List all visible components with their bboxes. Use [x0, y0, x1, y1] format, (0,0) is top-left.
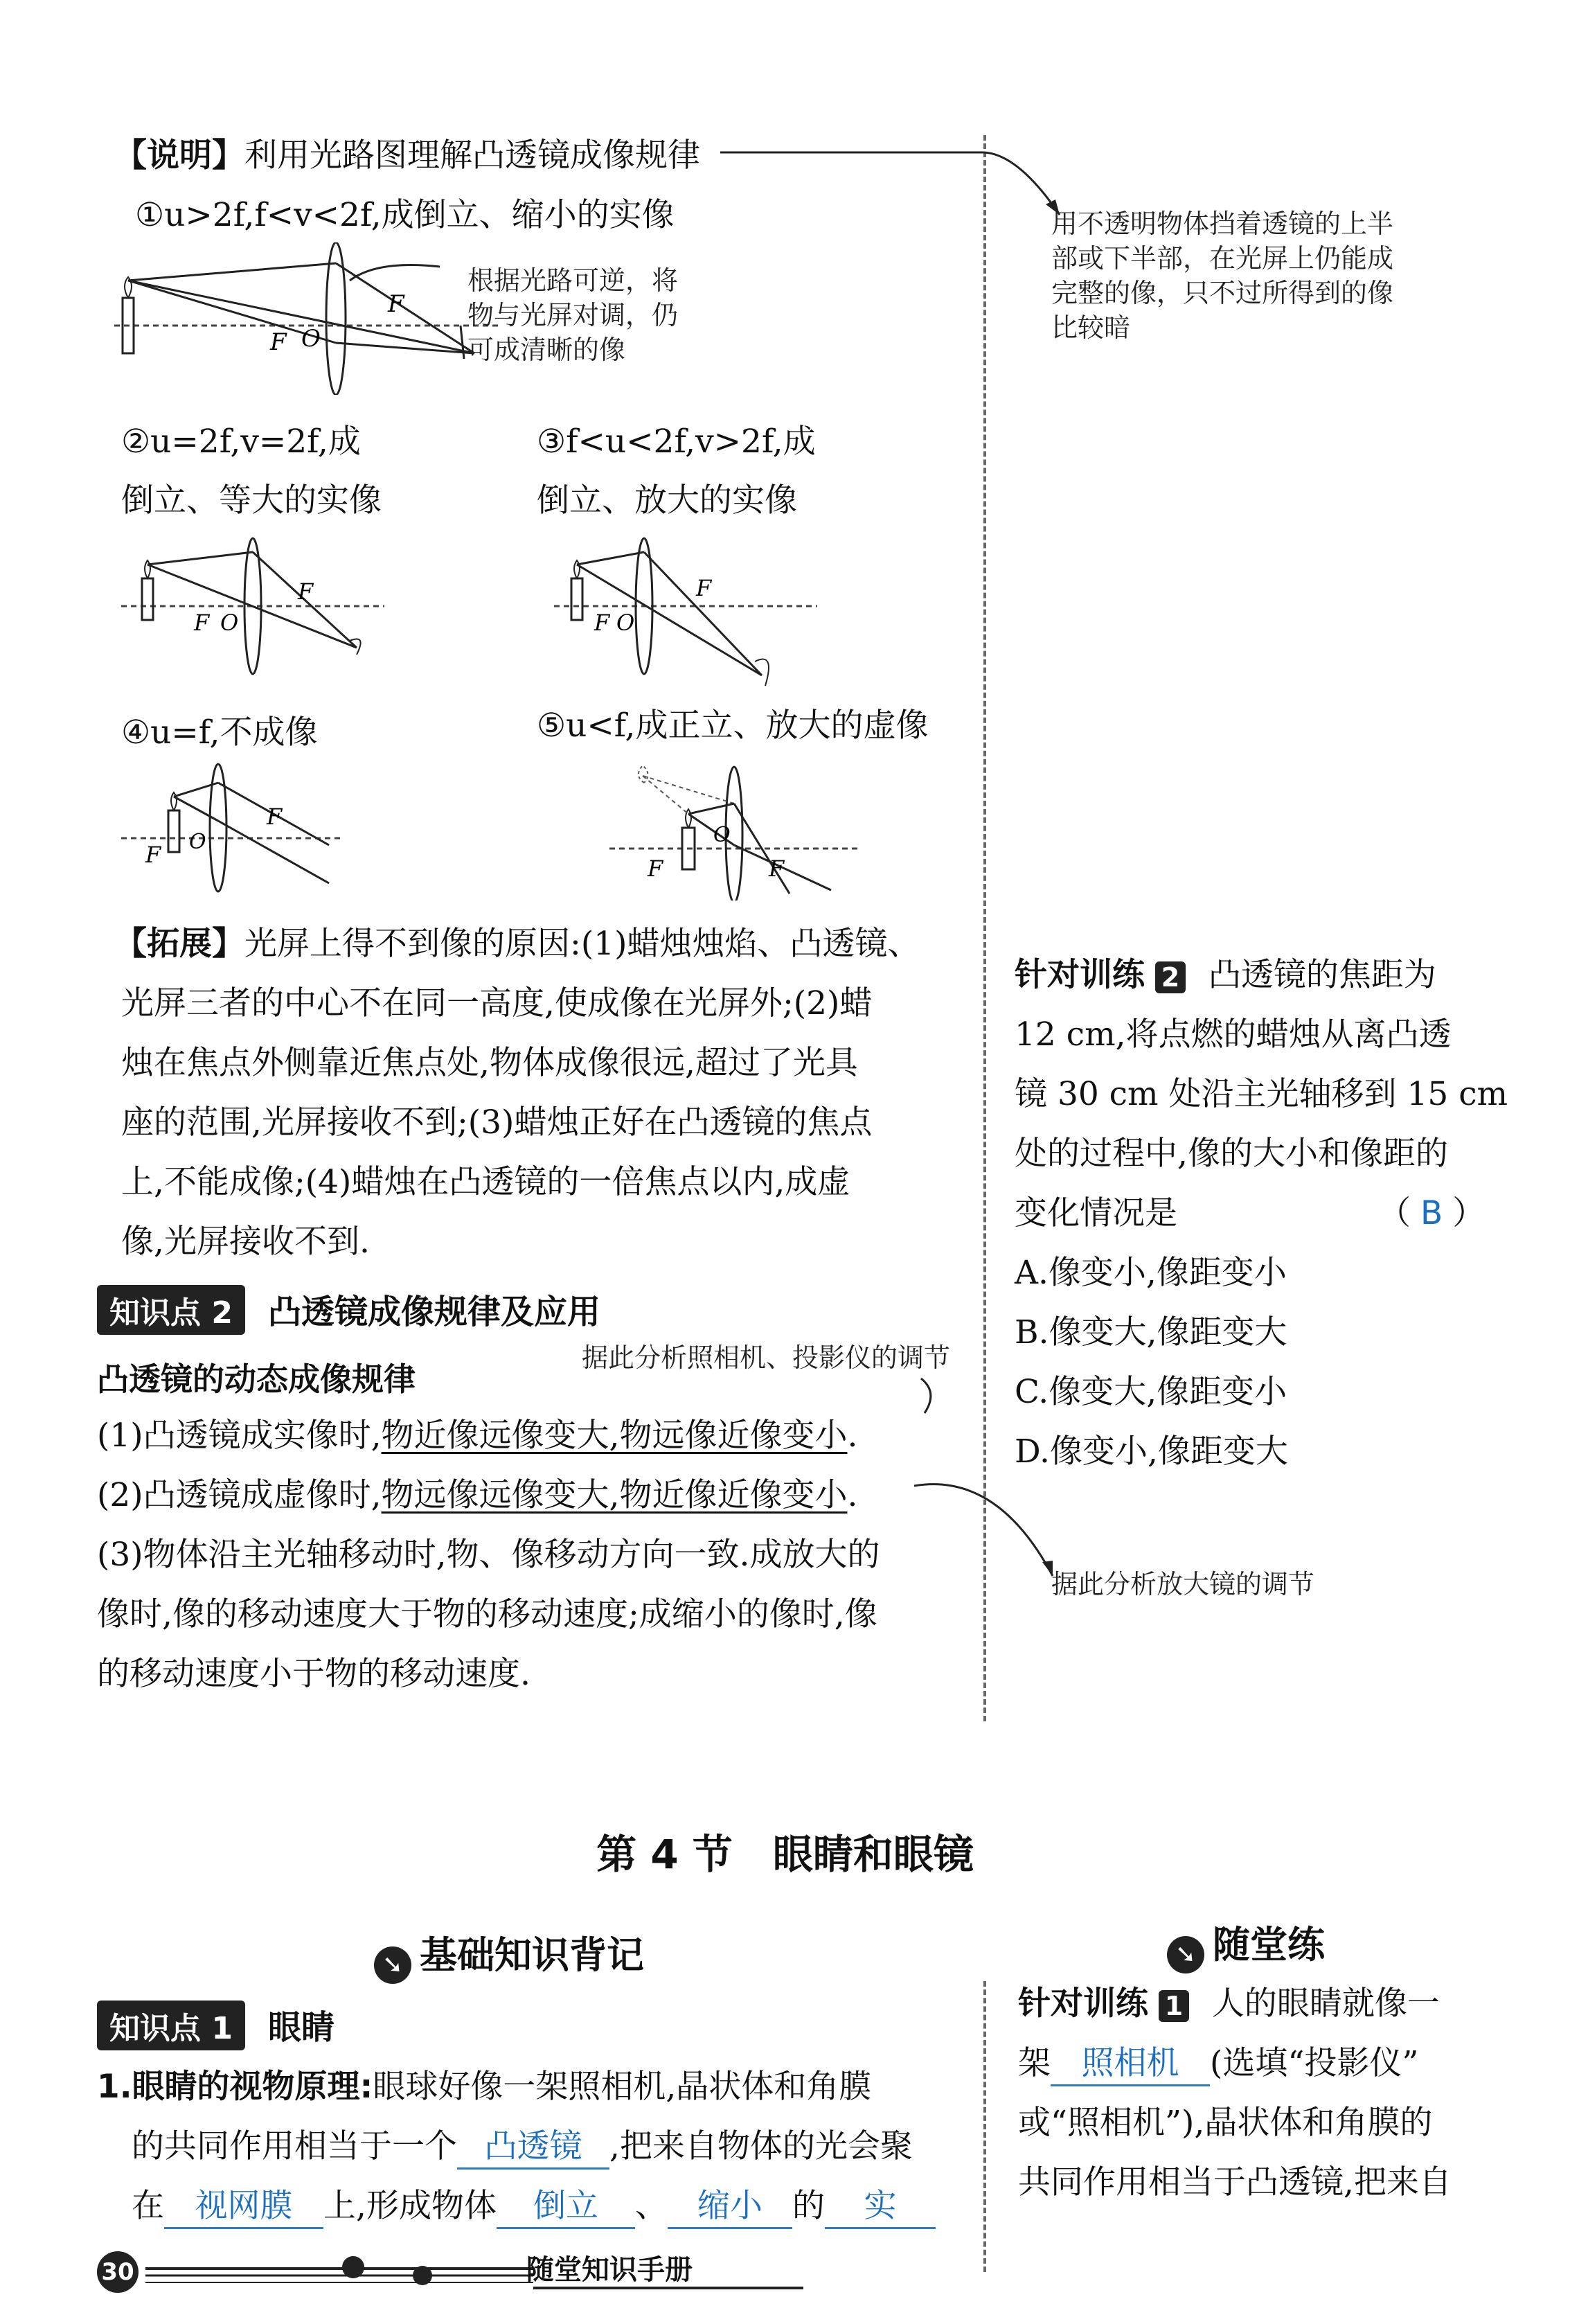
label-F: F	[696, 575, 712, 601]
kp2-l2-end: .	[847, 1476, 858, 1514]
train2-option-d: D.像变小,像距变大	[1015, 1432, 1288, 1471]
train1-line-2	[1018, 2034, 1418, 2093]
right-note-line: 完整的像，只不过所得到的像	[1051, 278, 1394, 308]
item1-number: 1.	[97, 2068, 132, 2106]
case5-text: ⑤u<f,成正立、放大的虚像	[537, 707, 929, 745]
label-O: O	[713, 823, 731, 847]
diagram-case2	[121, 537, 384, 675]
train1-text: 架	[1018, 2044, 1051, 2082]
case2-line2: 倒立、等大的实像	[121, 481, 382, 520]
hand-note-1-arrow	[914, 1375, 942, 1417]
hand-note-2-arrow	[914, 1472, 1073, 1583]
right-head-text: 随堂练	[1213, 1923, 1325, 1967]
paren-close: ）	[1452, 1194, 1486, 1232]
expand-text: 光屏上得不到像的原因:(1)蜡烛烛焰、凸透镜、	[244, 925, 920, 963]
note-label: 【说明】	[114, 136, 244, 175]
train1-line-4: 共同作用相当于凸透镜,把来自	[1018, 2163, 1452, 2201]
arrow-circle-icon: ➘	[1167, 1936, 1204, 1973]
blank-convex-lens[interactable]: 凸透镜	[457, 2126, 609, 2170]
train2-line-1	[1015, 946, 1436, 1005]
right-note	[1051, 206, 1393, 345]
blank-retina[interactable]: 视网膜	[164, 2185, 323, 2229]
diagram-case4	[121, 762, 343, 894]
page-number: 30	[97, 2251, 139, 2293]
kp2-tag: 知识点 2	[97, 1285, 245, 1335]
train2-line-4: 处的过程中,像的大小和像距的	[1015, 1135, 1448, 1173]
item1-text: 的	[792, 2187, 825, 2225]
kp2-l2-underlined: 物远像远像变大,物近像近像变小	[381, 1476, 848, 1514]
expand-line-2: 光屏三者的中心不在同一高度,使成像在光屏外;(2)蜡	[121, 984, 873, 1022]
case2-line1: ②u=2f,v=2f,成	[121, 423, 361, 461]
hand-note-2: 据此分析放大镜的调节	[1051, 1569, 1315, 1599]
train1-text: (选填“投影仪”	[1210, 2044, 1419, 2082]
item1-text: 眼球好像一架照相机,晶状体和角膜	[373, 2068, 872, 2106]
item1-line-3	[132, 2176, 936, 2236]
note-text: 利用光路图理解凸透镜成像规律	[244, 136, 700, 175]
label-F: F	[388, 290, 404, 318]
train2-option-b: B.像变大,像距变大	[1015, 1313, 1287, 1351]
side-note-line: 根据光路可逆，将	[467, 265, 679, 296]
side-note-line: 可成清晰的像	[467, 335, 626, 365]
note-line	[114, 126, 700, 186]
label-F: F	[267, 804, 283, 830]
column-divider-bottom	[983, 1981, 986, 2272]
kp2-title: 凸透镜成像规律及应用	[268, 1293, 601, 1331]
kp1-header	[97, 2001, 334, 2050]
book-title: 随堂知识手册	[526, 2254, 693, 2286]
kp2-line-2	[97, 1466, 857, 1525]
left-head	[374, 1926, 644, 1984]
case3-line2: 倒立、放大的实像	[537, 481, 797, 520]
hand-note-1: 据此分析照相机、投影仪的调节	[582, 1342, 951, 1373]
paren-open: （	[1378, 1194, 1411, 1232]
item1-bold: 眼睛的视物原理:	[132, 2068, 373, 2106]
train2-option-a: A.像变小,像距变小	[1015, 1254, 1287, 1292]
train2-answer-paren	[1378, 1184, 1485, 1243]
train1-label: 针对训练	[1018, 1985, 1148, 2023]
kp2-l1-pre: (1)凸透镜成实像时,	[97, 1417, 382, 1455]
label-F: F	[145, 842, 161, 868]
train2-number: 2	[1155, 961, 1186, 993]
item1-text: 在	[132, 2187, 164, 2225]
blank-reduced[interactable]: 缩小	[668, 2185, 792, 2229]
label-F: F	[594, 610, 610, 636]
right-note-line: 用不透明物体挡着透镜的上半	[1051, 209, 1394, 239]
label-O: O	[189, 830, 206, 854]
separator: 、	[634, 2187, 668, 2225]
train1-line-3: 或“照相机”),晶状体和角膜的	[1018, 2104, 1433, 2142]
train2-label: 针对训练	[1015, 956, 1145, 994]
train2-line-2: 12 cm,将点燃的蜡烛从离凸透	[1015, 1015, 1452, 1054]
kp2-header	[97, 1285, 600, 1335]
label-F: F	[270, 328, 287, 356]
blank-inverted[interactable]: 倒立	[497, 2185, 635, 2229]
train1-number: 1	[1159, 1990, 1189, 2022]
item1-text: ,把来自物体的光会聚	[609, 2127, 913, 2165]
kp2-l1-end: .	[847, 1417, 858, 1455]
label-F: F	[298, 578, 314, 605]
label-F: F	[194, 610, 210, 636]
expand-line-4: 座的范围,光屏接收不到;(3)蜡烛正好在凸透镜的焦点	[121, 1103, 873, 1142]
item1-line-1	[97, 2057, 871, 2117]
right-note-line: 部或下半部，在光屏上仍能成	[1051, 243, 1394, 274]
item1-line-2	[132, 2117, 913, 2176]
diagram-case5	[609, 762, 859, 901]
kp2-line-3a: (3)物体沿主光轴移动时,物、像移动方向一致.成放大的	[97, 1536, 880, 1574]
train2-line-3: 镜 30 cm 处沿主光轴移到 15 cm	[1015, 1075, 1508, 1113]
note-arrow	[720, 139, 1067, 229]
right-head	[1167, 1915, 1325, 1973]
train2-text: 凸透镜的焦距为	[1208, 956, 1436, 994]
kp1-tag: 知识点 1	[97, 2001, 245, 2050]
kp2-subtitle: 凸透镜的动态成像规律	[97, 1360, 416, 1398]
side-note-line: 物与光屏对调，仍	[467, 300, 679, 330]
kp2-line-3b: 像时,像的移动速度大于物的移动速度;成缩小的像时,像	[97, 1595, 877, 1633]
kp1-title: 眼睛	[268, 2008, 335, 2047]
left-head-text: 基础知识背记	[420, 1933, 644, 1977]
expand-line-5: 上,不能成像;(4)蜡烛在凸透镜的一倍焦点以内,成虚	[121, 1163, 850, 1201]
arrow-circle-icon: ➘	[374, 1946, 411, 1984]
section-title: 第 4 节 眼睛和眼镜	[596, 1831, 974, 1878]
expand-line-6: 像,光屏接收不到.	[121, 1223, 370, 1261]
train2-answer: B	[1420, 1194, 1443, 1232]
footer-rule	[145, 2255, 810, 2296]
label-O: O	[220, 610, 239, 636]
label-F: F	[769, 855, 785, 882]
kp2-l2-pre: (2)凸透镜成虚像时,	[97, 1476, 382, 1514]
label-O: O	[616, 610, 635, 636]
case3-line1: ③f<u<2f,v>2f,成	[537, 423, 816, 461]
kp2-line-1	[97, 1406, 857, 1466]
case4-text: ④u=f,不成像	[121, 713, 318, 752]
kp2-line-3c: 的移动速度小于物的移动速度.	[97, 1655, 530, 1693]
right-note-line: 比较暗	[1051, 312, 1131, 343]
expand-label: 【拓展】	[114, 925, 244, 963]
train1-line-1	[1018, 1974, 1440, 2034]
diagram-case3	[554, 537, 817, 696]
case1-text: ①u>2f,f<v<2f,成倒立、缩小的实像	[135, 196, 675, 234]
item1-text: 上,形成物体	[323, 2187, 497, 2225]
kp2-l1-underlined: 物近像远像变大,物远像近像变小	[381, 1417, 848, 1455]
diagram-case1	[114, 242, 502, 395]
label-F: F	[648, 855, 663, 882]
case1-side-note	[467, 263, 678, 367]
item1-text: 的共同作用相当于一个	[132, 2127, 457, 2165]
train2-option-c: C.像变大,像距变小	[1015, 1373, 1287, 1411]
train2-line-5: 变化情况是	[1015, 1194, 1177, 1232]
label-O: O	[301, 325, 321, 353]
expand-line-1	[114, 914, 920, 974]
train1-text: 人的眼睛就像一	[1211, 1985, 1440, 2023]
expand-line-3: 烛在焦点外侧靠近焦点处,物体成像很远,超过了光具	[121, 1044, 858, 1082]
blank-camera[interactable]: 照相机	[1051, 2043, 1210, 2086]
blank-real[interactable]: 实	[825, 2185, 936, 2229]
